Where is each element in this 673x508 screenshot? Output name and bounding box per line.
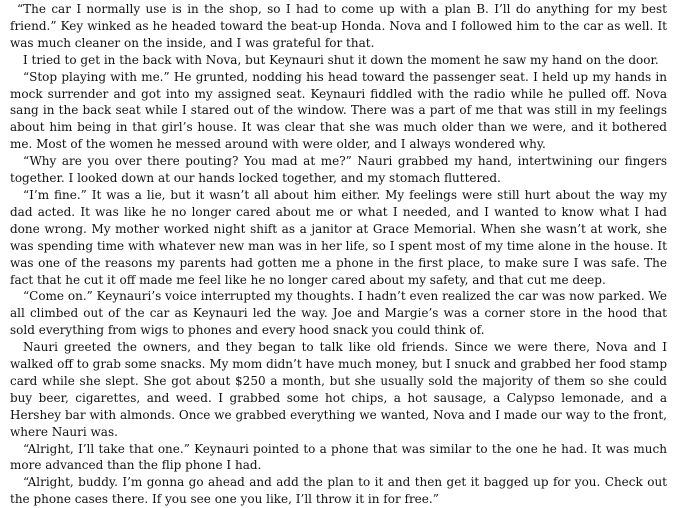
paragraph-7: Nauri greeted the owners, and they began to talk like old friends. Since we were there, Nova and I walked off to grab some snacks. My mom didn’t have much money, but I snuck and grabbed her food stamp card while she slept. She got about $250 a month, but she usually sold the majority of them so she could buy beer, cigarettes, and weed. I grabbed some hot chips, a hot sausage, a Calypso lemonade, and a Hershey bar with almonds. Once we grabbed everything we wanted, Nova and I made our way to the front, where Nauri was. bbox=[10, 340, 667, 439]
paragraph-3: “Stop playing with me.” He grunted, nodding his head toward the passenger seat. I held up my hands in mock surrender and got into my assigned seat. Keynauri fiddled with the radio while he pulled off. Nova sang in the back seat while I stared out of the window. There was a part of me that was still in my feelings about him being in that girl’s house. It was clear that she was much older than we were, and it bothered me. Most of the women he messed around with were older, and I always wondered why. bbox=[10, 69, 667, 152]
paragraph-2: I tried to get in the back with Nova, but Keynauri shut it down the moment he saw my hand on the door. bbox=[23, 52, 659, 67]
paragraph-1: “The car I normally use is in the shop, so I had to come up with a plan B. I’ll do anything for my best friend.” Key winked as he headed toward the beat-up Honda. Nova and I followed him to the car as well. It was much cleaner on the inside, and I was grateful for that. bbox=[10, 2, 667, 50]
paragraph-8: “Alright, I’ll take that one.” Keynauri pointed to a phone that was similar to the one he had. It was much more advanced than the flip phone I had. bbox=[10, 441, 667, 473]
paragraph-6: “Come on.” Keynauri’s voice interrupted my thoughts. I hadn’t even realized the car was now parked. We all climbed out of the car as Keynauri led the way. Joe and Margie’s was a corner store in the hood that sold everything from wigs to phones and every hood snack you could think of. bbox=[10, 289, 667, 338]
paragraph-9: “Alright, buddy. I’m gonna go ahead and add the plan to it and then get it bagged up for you. Check out the phone cases there. If you see one you like, I’ll throw it in for free.” bbox=[10, 475, 667, 507]
paragraph-4: “Why are you over there pouting? You mad at me?” Nauri grabbed my hand, intertwining our fingers together. I looked down at our hands locked together, and my stomach fluttered. bbox=[10, 154, 667, 186]
paragraph-5: “I’m fine.” It was a lie, but it wasn’t all about him either. My feelings were still hurt about the way my dad acted. It was like he no longer cared about me or what I needed, and I wanted to know what I had done wrong. My mother worked night shift as a janitor at Grace Memorial. When she wasn’t at work, she was spending time with whatever new man was in her life, so I spent most of my time alone in the house. It was one of the reasons my parents had gotten me a phone in the first place, to make sure I was safe. The fact that he cut it off made me feel like he no longer cared about my safety, and that cut me deep. bbox=[10, 187, 667, 287]
